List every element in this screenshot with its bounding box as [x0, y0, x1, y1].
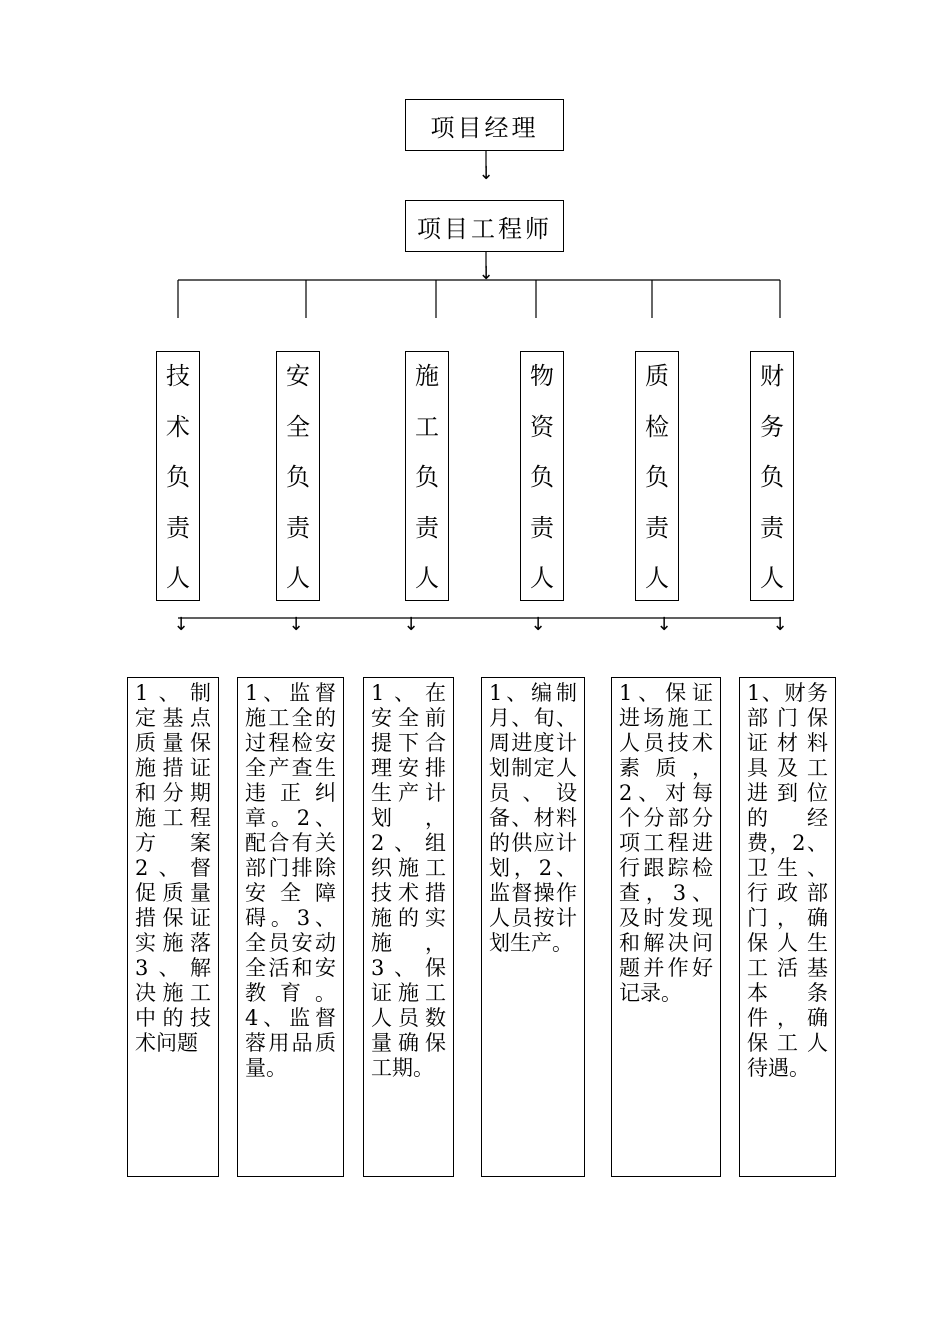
- role-box: [520, 351, 564, 601]
- arrow-down-icon: ↓: [478, 263, 494, 284]
- duty-box: 1、在安全前提下合理安排生产计划，2、组织施工技术措施的实施，3、保证施工人员数量确保工期。: [363, 677, 454, 1177]
- duty-box: 1、监督施工全的过程检安全产查生违正纠章。2、配合有关部门排除安全障碍。3、全员安动全活和安教育。4、监督蓉用品质量。: [237, 677, 344, 1177]
- arrow-down-icon: ↓: [772, 614, 788, 635]
- project-engineer-label: 项目工程师: [417, 214, 552, 243]
- role-label-char: 责: [760, 513, 784, 542]
- role-label-char: 人: [286, 564, 310, 592]
- role-label-char: 负: [530, 463, 554, 491]
- role-label-char: 务: [760, 412, 784, 441]
- role-box: [156, 351, 200, 601]
- role-label-char: 财: [760, 362, 784, 390]
- role-label-char: 施: [415, 362, 439, 390]
- role-box: [635, 351, 679, 601]
- role-box: [276, 351, 320, 601]
- duty-box: 1、编制月、旬、周进度计划制定人员、设备、材料的供应计划，2、监督操作人员按计划生产。: [481, 677, 585, 1177]
- role-label-char: 责: [286, 513, 310, 542]
- role-label-char: 负: [645, 463, 669, 491]
- role-label-char: 责: [530, 513, 554, 542]
- role-label-char: 技: [166, 362, 190, 390]
- duty-box: 1、制定基点质量保施措证和分期施工程方案2、督促质量措保证实施落3、解决施工中的技术问题: [127, 677, 219, 1177]
- arrow-down-icon: ↓: [288, 614, 304, 635]
- role-label-char: 负: [415, 463, 439, 491]
- project-manager-label: 项目经理: [430, 113, 539, 142]
- project-engineer-box: [405, 200, 564, 252]
- duty-box: 1、保证进场施工人员技术素质，2、对每个分部分项工程进行跟踪检查，3、及时发现和解决问题并作好记录。: [611, 677, 721, 1177]
- role-label-char: 术: [166, 412, 190, 441]
- project-manager-box: [405, 99, 564, 151]
- role-label-char: 责: [166, 513, 190, 542]
- role-label-char: 物: [530, 362, 554, 390]
- role-label-char: 资: [530, 412, 554, 441]
- role-label-char: 安: [286, 362, 310, 390]
- arrow-down-icon: ↓: [403, 614, 419, 635]
- role-label-char: 负: [166, 463, 190, 491]
- role-label-char: 全: [286, 412, 310, 441]
- arrow-down-icon: ↓: [656, 614, 672, 635]
- duty-box: 1、财务部门保证材料具及工进到位的经费，2、卫生、行政部门，确保人生工活基本条件，确保工人待遇。: [739, 677, 836, 1177]
- role-box: [750, 351, 794, 601]
- role-label-char: 负: [760, 463, 784, 491]
- role-label-char: 责: [645, 513, 669, 542]
- role-label-char: 人: [760, 564, 784, 592]
- arrow-down-icon: ↓: [478, 163, 494, 184]
- role-label-char: 人: [530, 564, 554, 592]
- role-label-char: 质: [645, 362, 669, 390]
- role-label-char: 检: [645, 412, 669, 441]
- role-label-char: 工: [415, 412, 439, 441]
- role-label-char: 责: [415, 513, 439, 542]
- role-label-char: 人: [415, 564, 439, 592]
- role-label-char: 人: [645, 564, 669, 592]
- arrow-down-icon: ↓: [530, 614, 546, 635]
- role-box: [405, 351, 449, 601]
- role-label-char: 负: [286, 463, 310, 491]
- role-label-char: 人: [166, 564, 190, 592]
- arrow-down-icon: ↓: [173, 614, 189, 635]
